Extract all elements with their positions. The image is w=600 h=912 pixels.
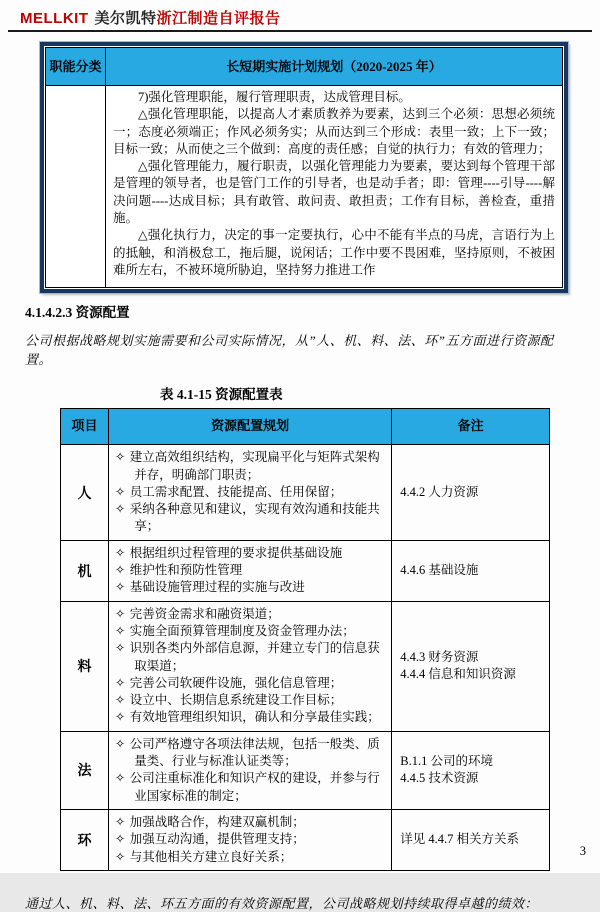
diamond-bullet-icon: ✧ bbox=[114, 814, 126, 829]
plan-paragraph: △强化管理能力，履行职责，以强化管理能力为要素，要达到每个管理干部是管理的领导者，也是管门工作的引导者，也是动手者；即：管理----引导----解决问题----达成目标；具有敢管、敢问责、敢担责；工作有目标，善检查，重措施。 bbox=[113, 159, 555, 226]
plan-table-header-title: 长短期实施计划规划（2020-2025 年） bbox=[106, 48, 563, 86]
resource-table bbox=[60, 408, 550, 871]
diamond-bullet-icon: ✧ bbox=[114, 832, 126, 847]
resource-plan-item: ✧ 与其他相关方建立良好关系； bbox=[114, 849, 293, 864]
diamond-bullet-icon: ✧ bbox=[114, 736, 126, 751]
resource-plan-item: ✧ 有效地管理组织知识，确认和分享最佳实践； bbox=[114, 710, 380, 725]
resource-plan-item: ✧ 完善公司软硬件设施，强化信息管理； bbox=[114, 675, 343, 690]
plan-table-header-category: 职能分类 bbox=[46, 48, 106, 86]
resource-note-cell bbox=[392, 540, 550, 601]
resource-item-label: 机 bbox=[61, 540, 109, 601]
resource-table-row bbox=[61, 540, 550, 601]
resource-header-plan: 资源配置规划 bbox=[108, 409, 391, 445]
diamond-bullet-icon: ✧ bbox=[114, 771, 126, 786]
section-heading: 4.1.4.2.3 资源配置 bbox=[25, 305, 130, 321]
resource-note-line: 4.4.4 信息和知识资源 bbox=[400, 667, 516, 682]
resource-note-cell bbox=[392, 445, 550, 540]
resource-note-line: B.1.1 公司的环境 bbox=[400, 753, 494, 768]
closing-paragraph: 通过人、机、料、法、环五方面的有效资源配置，公司战略规划持续取得卓越的绩效： bbox=[25, 895, 539, 911]
resource-plan-item: ✧ 加强战略合作，构建双赢机制； bbox=[114, 814, 305, 829]
resource-plans-cell bbox=[108, 540, 391, 601]
diamond-bullet-icon: ✧ bbox=[114, 563, 126, 578]
resource-table-header-row bbox=[61, 409, 550, 445]
resource-item-label: 人 bbox=[61, 445, 109, 540]
resource-item-label: 料 bbox=[61, 601, 109, 731]
plan-paragraph: 7)强化管理职能，履行管理职责，达成管理目标。 bbox=[138, 90, 411, 104]
resource-plan-item: ✧ 采纳各种意见和建议，实现有效沟通和技能共享； bbox=[114, 502, 380, 534]
plan-table-category-cell bbox=[46, 86, 106, 288]
diamond-bullet-icon: ✧ bbox=[114, 484, 126, 499]
resource-note-cell bbox=[392, 809, 550, 870]
diamond-bullet-icon: ✧ bbox=[114, 693, 126, 708]
resource-table-caption: 表 4.1-15 资源配置表 bbox=[160, 387, 283, 403]
doc-title-company: 美尔凯特 bbox=[94, 11, 157, 27]
resource-header-item: 项目 bbox=[61, 409, 109, 445]
resource-note-cell bbox=[392, 601, 550, 731]
resource-plans-cell bbox=[108, 445, 391, 540]
resource-plan-item: ✧ 基础设施管理过程的实施与改进 bbox=[114, 580, 305, 595]
resource-plans-cell bbox=[108, 731, 391, 809]
diamond-bullet-icon: ✧ bbox=[114, 580, 126, 595]
resource-table-row bbox=[61, 731, 550, 809]
plan-paragraph: △强化管理职能，以提高人才素质教养为要素，达到三个必须：思想必须统一；态度必须端正；作风必须务实；从而达到三个形成：表里一致；上下一致；目标一致；从而使之三个做到：高度的责任感；自觉的执行力；有效的管理力； bbox=[113, 107, 555, 156]
resource-table-row bbox=[61, 445, 550, 540]
resource-note-line: 4.4.3 财务资源 bbox=[400, 649, 479, 664]
resource-note-line: 详见 4.4.7 相关方关系 bbox=[400, 832, 520, 847]
resource-plan-item: ✧ 实施全面预算管理制度及资金管理办法； bbox=[114, 623, 355, 638]
diamond-bullet-icon: ✧ bbox=[114, 545, 126, 560]
resource-note-line: 4.4.2 人力资源 bbox=[400, 484, 479, 499]
section-intro-paragraph: 公司根据战略规划实施需要和公司实际情况，从”人、机、料、法、环”五方面进行资源配置。 bbox=[25, 333, 554, 368]
resource-plan-item: ✧ 根据组织过程管理的要求提供基础设施 bbox=[114, 545, 343, 560]
plan-paragraph: △强化执行力，决定的事一定要执行，心中不能有半点的马虎，言语行为上的抵触，和消极怠工，拖后腿，说闲话；工作中要不畏困难，坚持原则，不被困难所左右，不被环境所胁迫，坚持努力推进工作 bbox=[113, 228, 555, 277]
resource-item-label: 法 bbox=[61, 731, 109, 809]
resource-table-row bbox=[61, 601, 550, 731]
plan-table-content-cell bbox=[106, 86, 563, 288]
resource-plan-item: ✧ 公司严格遵守各项法律法规，包括一般类、质量类、行业与标准认证类等； bbox=[114, 736, 380, 769]
resource-plan-item: ✧ 维护性和预防性管理 bbox=[114, 563, 243, 578]
resource-item-label: 环 bbox=[61, 809, 109, 870]
resource-plan-item: ✧ 加强互动沟通，提供管理支持； bbox=[114, 832, 305, 847]
diamond-bullet-icon: ✧ bbox=[114, 450, 126, 465]
doc-header bbox=[8, 0, 592, 32]
plan-table-frame bbox=[40, 42, 568, 293]
plan-table-body-row bbox=[46, 86, 563, 288]
resource-header-note: 备注 bbox=[392, 409, 550, 445]
diamond-bullet-icon: ✧ bbox=[114, 710, 126, 725]
diamond-bullet-icon: ✧ bbox=[114, 606, 126, 621]
resource-note-cell bbox=[392, 731, 550, 809]
doc-title-report: 浙江制造自评报告 bbox=[156, 11, 281, 27]
resource-note-line: 4.4.5 技术资源 bbox=[400, 771, 479, 786]
resource-table-row bbox=[61, 809, 550, 870]
resource-plan-item: ✧ 员工需求配置、技能提高、任用保留； bbox=[114, 484, 343, 499]
resource-plan-item: ✧ 设立中、长期信息系统建设工作目标； bbox=[114, 693, 343, 708]
resource-plan-item: ✧ 识别各类内外部信息源，并建立专门的信息获取渠道； bbox=[114, 641, 380, 673]
plan-table-header-row bbox=[46, 48, 563, 86]
resource-plan-item: ✧ 完善资金需求和融资渠道； bbox=[114, 606, 280, 621]
diamond-bullet-icon: ✧ bbox=[114, 675, 126, 690]
resource-plans-cell bbox=[108, 601, 391, 731]
resource-plans-cell bbox=[108, 809, 391, 870]
page-number: 3 bbox=[579, 844, 586, 858]
resource-plan-item: ✧ 建立高效组织结构，实现扁平化与矩阵式架构并存，明确部门职责； bbox=[114, 450, 380, 482]
diamond-bullet-icon: ✧ bbox=[114, 502, 126, 517]
diamond-bullet-icon: ✧ bbox=[114, 849, 126, 864]
resource-plan-item: ✧ 公司注重标准化和知识产权的建设，并参与行业国家标准的制定； bbox=[114, 771, 380, 803]
plan-table bbox=[45, 47, 563, 288]
diamond-bullet-icon: ✧ bbox=[114, 641, 126, 656]
resource-note-line: 4.4.6 基础设施 bbox=[400, 562, 479, 577]
diamond-bullet-icon: ✧ bbox=[114, 623, 126, 638]
brand-logo-text: MELLKIT bbox=[20, 10, 89, 27]
